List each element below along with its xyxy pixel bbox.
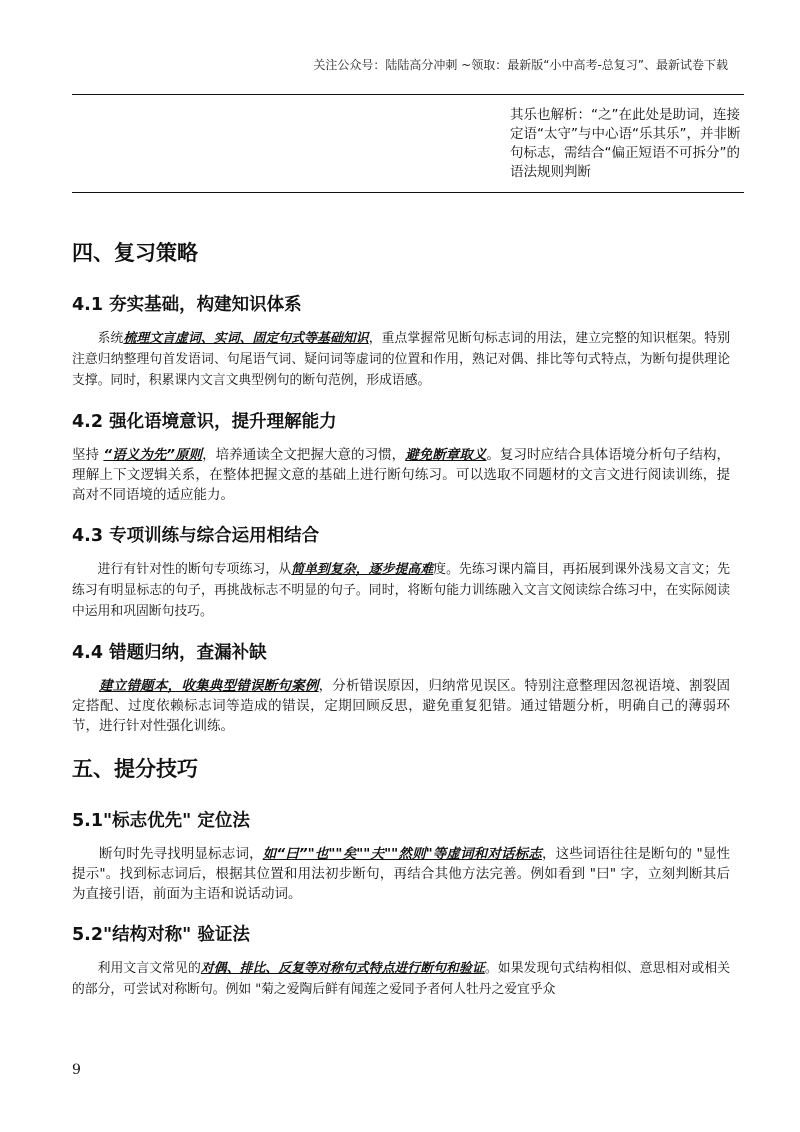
section-4-2-emphasis-1: “语义为先”原则 bbox=[103, 447, 203, 463]
section-4-1-post: ，重点掌握常见断句标志词的用法，建立完整的知识框架。特别注意归纳整理句首发语词、句尾语气词、疑问词等虚词的位置和作用，熟记对偶、排比等句式特点，为断句提供理论支撑。同时，积累课内文言文典型例句的断句范例，形成语感。 bbox=[72, 331, 731, 388]
section-4-2-post: 。复习时应结合具体语境分析句子结构，理解上下文逻辑关系，在整体把握文意的基础上进行断句练习。可以选取不同题材的文言文进行阅读训练，提高对不同语境的适应能力。 bbox=[72, 447, 731, 503]
section-4-title: 四、复习策略 bbox=[72, 241, 198, 265]
section-5-1-emphasis: 如“曰”"也""矣""夫""然则"等虚词和对话标志 bbox=[262, 846, 542, 862]
header-note: 关注公众号：陆陆高分冲刺 ~领取：最新版“小中高考-总复习”、最新试卷下载 bbox=[313, 58, 728, 72]
section-5-2-title: 5.2"结构对称" 验证法 bbox=[72, 925, 250, 945]
section-5-1-pre: 断句时先寻找明显标志词， bbox=[99, 846, 263, 862]
section-4-1-pre: 系统 bbox=[97, 331, 124, 346]
main-content bbox=[72, 238, 730, 1018]
section-4-2-title: 4.2 强化语境意识，提升理解能力 bbox=[72, 412, 337, 432]
section-5-1-post: ，这些词语往往是断句的 "显性提示"。找到标志词后，根据其位置和用法初步断句，再结合其他方法完善。例如看到 "曰" 字，立刻判断其后为直接引语，前面为主语和说话动词。 bbox=[72, 846, 730, 902]
section-4-1-emphasis: 梳理文言虚词、实词、固定句式等基础知识 bbox=[123, 331, 369, 346]
page-number: 9 bbox=[72, 1062, 81, 1078]
section-4-4-body bbox=[72, 676, 730, 736]
section-4-2-pre: 坚持 bbox=[72, 447, 104, 463]
section-4-4-emphasis: 建立错题本，收集典型错误断句案例 bbox=[99, 678, 319, 694]
section-4-3-emphasis: 简单到复杂，逐步提高难 bbox=[291, 562, 434, 577]
section-4-3-title: 4.3 专项训练与综合运用相结合 bbox=[72, 526, 320, 546]
section-5-title: 五、提分技巧 bbox=[72, 757, 198, 781]
table-bottom-rule bbox=[72, 192, 744, 193]
section-4-3-pre: 进行有针对性的断句专项练习，从 bbox=[97, 562, 292, 577]
table-cell-analysis: 其乐也解析：“之”在此处是助词，连接定语“太守”与中心语“乐其乐”，并非断句标志，需结合“偏正短语不可拆分”的语法规则判断 bbox=[510, 107, 741, 180]
section-4-3-body bbox=[72, 559, 730, 622]
section-4-2-emphasis-2: 避免断章取义 bbox=[405, 447, 487, 463]
section-4-1-body bbox=[72, 328, 730, 391]
section-4-4-post: ，分析错误原因，归纳常见误区。特别注意整理因忽视语境、割裂固定搭配、过度依赖标志词等造成的错误，定期回顾反思，避免重复犯错。通过错题分析，明确自己的薄弱环节，进行针对性强化训练。 bbox=[72, 678, 731, 734]
section-5-2-post: 。如果发现句式结构相似、意思相对或相关的部分，可尝试对称断句。例如 "菊之爱陶后鲜有闻莲之爱同予者何人牡丹之爱宜乎众 bbox=[72, 961, 731, 997]
section-5-2-body bbox=[72, 958, 730, 1000]
section-5-2-emphasis: 对偶、排比、反复等对称句式特点进行断句和验证 bbox=[200, 961, 485, 976]
section-4-2-body bbox=[72, 445, 730, 505]
section-5-1-title: 5.1"标志优先" 定位法 bbox=[72, 811, 250, 831]
section-4-3-post: 度。先练习课内篇目，再拓展到课外浅易文言文；先练习有明显标志的句子，再挑战标志不明显的句子。同时，将断句能力训练融入文言文阅读综合练习中，在实际阅读中运用和巩固断句技巧。 bbox=[72, 562, 731, 619]
section-4-1-title: 4.1 夯实基础，构建知识体系 bbox=[72, 295, 302, 315]
section-4-4-title: 4.4 错题归纳，查漏补缺 bbox=[72, 643, 267, 663]
section-4-2-mid: ，培养通读全文把握大意的习惯， bbox=[202, 447, 406, 463]
table-top-rule bbox=[72, 94, 744, 95]
section-5-1-body bbox=[72, 844, 730, 904]
section-5-2-pre: 利用文言文常见的 bbox=[97, 961, 201, 976]
